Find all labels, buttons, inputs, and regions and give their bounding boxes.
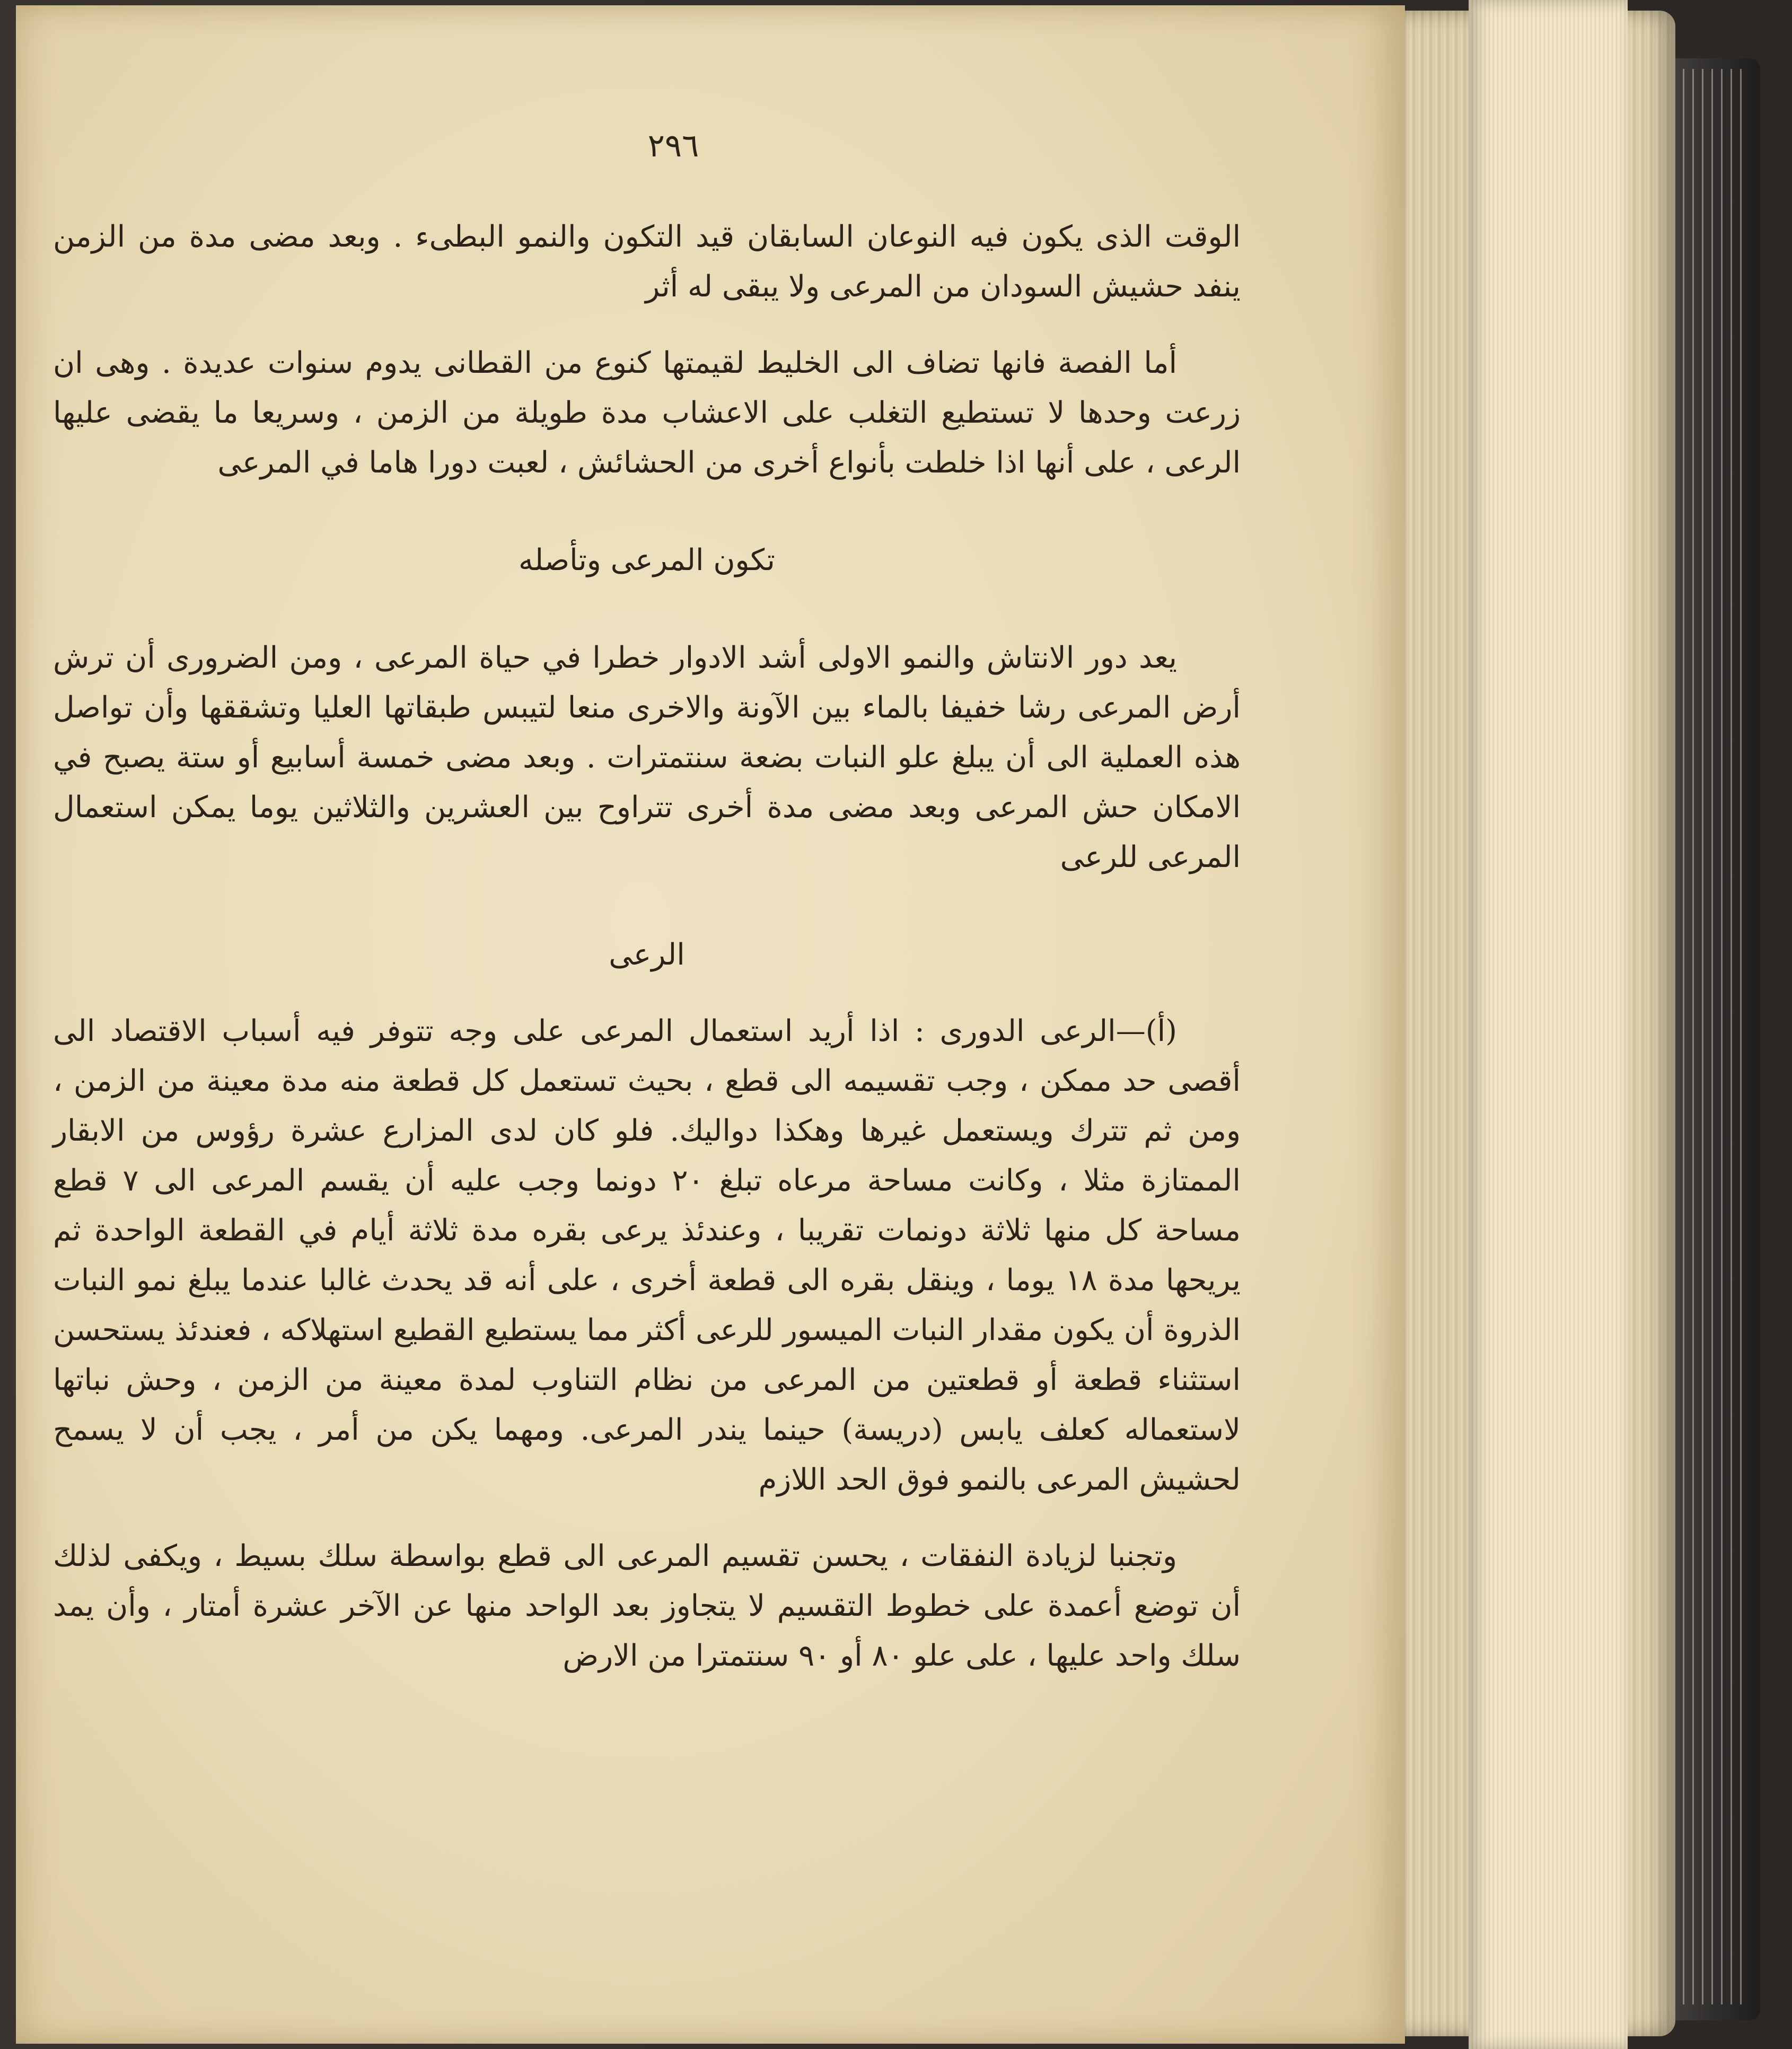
paragraph-2: أما الفصة فانها تضاف الى الخليط لقيمتها كنوع من القطانى يدوم سنوات عديدة . وهى ان زرعت وحدها لا تستطيع التغلب على الاعشاب مدة طويلة من الزمن ، وسريعا ما يقضى عليها الرعى ، على أنها اذا خلطت بأنواع أخرى من الحشائش ، لعبت دورا هاما في المرعى <box>53 346 1241 480</box>
paragraph-5: وتجنبا لزيادة النفقات ، يحسن تقسيم المرعى الى قطع بواسطة سلك بسيط ، ويكفى لذلك أن توضع أعمدة على خطوط التقسيم لا يتجاوز بعد الواحد منها عن الآخر عشرة أمتار ، وأن يمد سلك واحد عليها ، على علو ٨٠ أو ٩٠ سنتمترا من الارض <box>53 1539 1241 1673</box>
paragraph-4: (أ)—الرعى الدورى : اذا أريد استعمال المرعى على وجه تتوفر فيه أسباب الاقتصاد الى أقصى حد ممكن ، وجب تقسيمه الى قطع ، بحيث تستعمل كل قطعة منه مدة معينة من الزمن ، ومن ثم تترك ويستعمل غيرها وهكذا دواليك. فلو كان لدى المزارع عشرة رؤوس من الابقار الممتازة مثلا ، وكانت مساحة مرعاه تبلغ ٢٠ دونما وجب عليه أن يقسم المرعى الى ٧ قطع مساحة كل منها ثلاثة دونمات تقريبا ، وعندئذ يرعى بقره مدة ثلاثة أيام في القطعة الواحدة ثم يريحها مدة ١٨ يوما ، وينقل بقره الى قطعة أخرى ، على أنه قد يحدث غالبا عندما يبلغ نمو النبات الذروة أن يكون مقدار النبات الميسور للرعى أكثر مما يستطيع القطيع استهلاكه ، فعندئذ يستحسن استثناء قطعة أو قطعتين من المرعى من نظام التناوب لمدة معينة من الزمن ، وحش نباتها لاستعماله كعلف يابس (دريسة) حينما يندر المرعى. ومهما يكن من أمر ، يجب أن لا يسمح لحشيش المرعى بالنمو فوق الحد اللازم <box>53 1014 1241 1497</box>
paragraph-3: يعد دور الانتاش والنمو الاولى أشد الادوار خطرا في حياة المرعى ، ومن الضرورى أن ترش أرض المرعى رشا خفيفا بالماء بين الآونة والاخرى منعا لتيبس طبقاتها العليا وتشققها وأن تواصل هذه العملية الى أن يبلغ علو النبات بضعة سنتمترات . وبعد مضى خمسة أسابيع أو ستة يصبح في الامكان حش المرعى وبعد مضى مدة أخرى تتراوح بين العشرين والثلاثين يوما يمكن استعمال المرعى للرعى <box>53 641 1241 874</box>
spacer <box>53 882 1241 930</box>
page-number: ٢٩٦ <box>647 127 699 164</box>
page-text <box>53 212 1241 1681</box>
spacer <box>53 585 1241 633</box>
section-heading-grazing: الرعى <box>609 938 685 972</box>
spacer <box>53 1505 1241 1531</box>
spacer <box>53 312 1241 338</box>
page-stack-inner <box>1469 0 1628 2049</box>
spacer <box>53 980 1241 1006</box>
spacer <box>53 488 1241 536</box>
section-heading-establishment: تكون المرعى وتأصله <box>519 543 775 577</box>
paragraph-1: الوقت الذى يكون فيه النوعان السابقان قيد التكون والنمو البطىء . وبعد مضى مدة من الزمن ينفد حشيش السودان من المرعى ولا يبقى له أثر <box>53 220 1241 304</box>
